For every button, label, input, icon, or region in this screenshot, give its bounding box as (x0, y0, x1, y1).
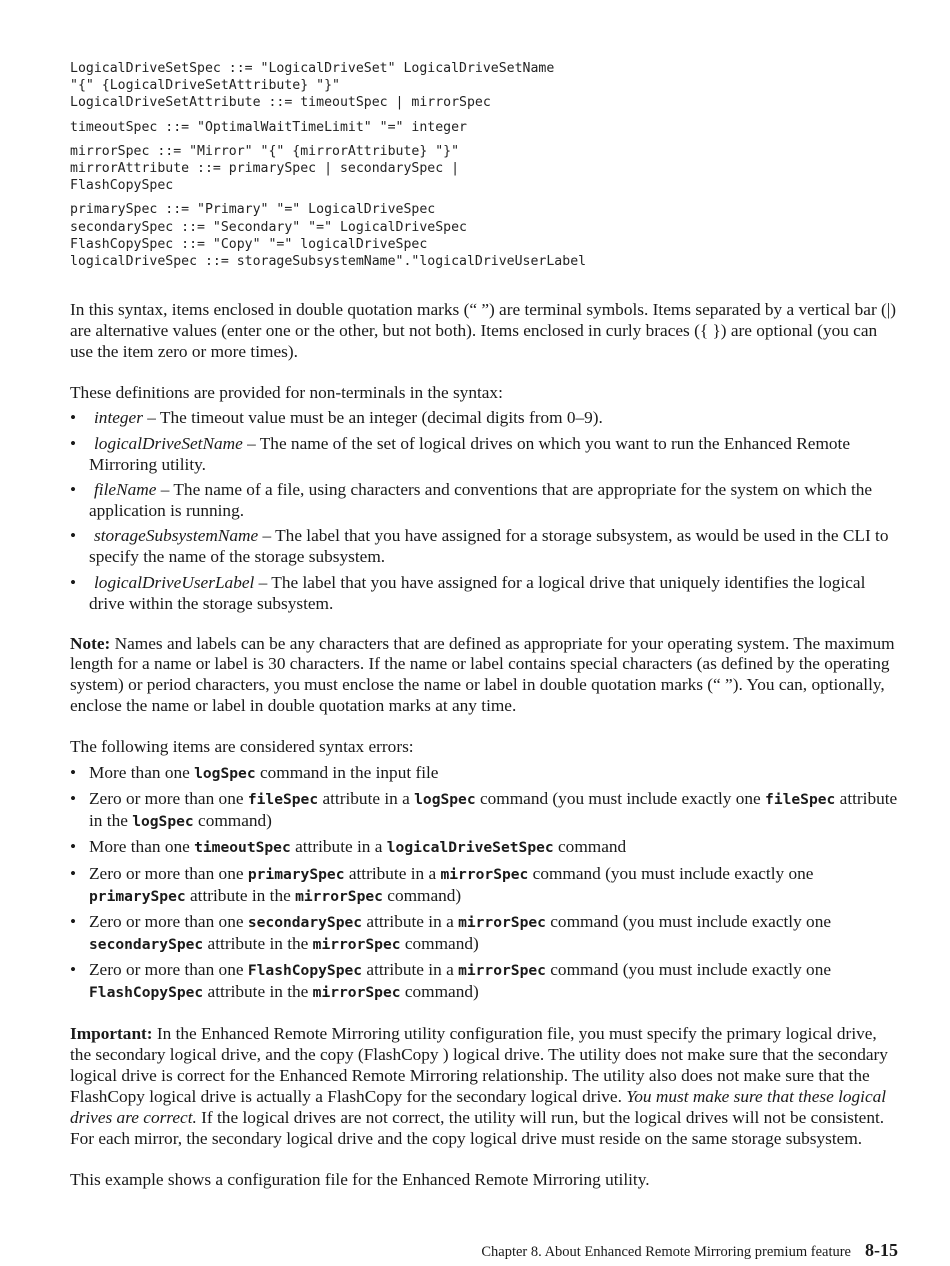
definition-term: storageSubsystemName (94, 526, 259, 546)
error-text: Zero or more than one (89, 911, 248, 931)
error-text: More than one (89, 837, 195, 857)
definition-desc: – The timeout value must be an integer (decimal digits from 0–9). (142, 408, 603, 428)
note-paragraph (70, 634, 898, 718)
code-keyword: mirrorSpec (458, 962, 546, 980)
error-text: command) (400, 933, 479, 953)
important-paragraph (70, 1024, 898, 1149)
code-keyword: mirrorSpec (458, 913, 546, 931)
code-line: "{" {LogicalDriveSetAttribute} "}" (70, 78, 340, 94)
syntax-error-item (70, 837, 898, 859)
note-label: Note: (70, 633, 111, 653)
syntax-explanation: In this syntax, items enclosed in double quotation marks (“ ”) are terminal symbols. Items separated by a vertical bar (|) are alternative values (enter one or the other, but not both). Items enclosed in curly braces ({ }) are optional (you can use the item zero or more times). (70, 300, 896, 362)
important-label: Important: (70, 1024, 153, 1044)
error-text: attribute in the (203, 982, 313, 1002)
code-line: FlashCopySpec ::= "Copy" "=" logicalDriveSpec (70, 236, 428, 252)
syntax-errors-list (70, 763, 898, 1005)
error-text: attribute in a (318, 788, 415, 808)
code-keyword: primarySpec (89, 887, 186, 905)
code-line: primarySpec ::= "Primary" "=" LogicalDriveSpec (70, 202, 436, 218)
syntax-errors-intro: The following items are considered syntax errors: (70, 737, 414, 757)
syntax-error-item (70, 763, 898, 785)
code-block-4 (70, 201, 898, 270)
syntax-error-item (70, 789, 898, 833)
code-keyword: mirrorSpec (295, 887, 383, 905)
error-text: attribute in a (290, 837, 387, 857)
error-text: command (you must include exactly one (475, 788, 766, 808)
error-text: command (553, 837, 627, 857)
definition-item (70, 480, 898, 522)
page-number: 8-15 (865, 1240, 898, 1260)
definition-item (70, 434, 898, 476)
error-text: command (you must include exactly one (545, 911, 832, 931)
error-text: command (you must include exactly one (528, 863, 814, 883)
code-block-3 (70, 143, 898, 195)
code-keyword: logSpec (194, 764, 256, 782)
definition-term: logicalDriveUserLabel (94, 572, 255, 592)
syntax-error-item (70, 960, 898, 1004)
code-keyword: logSpec (132, 812, 194, 830)
error-text: command) (382, 885, 462, 905)
code-keyword: secondarySpec (89, 935, 204, 953)
syntax-code-block (70, 60, 898, 270)
error-text: attribute in the (89, 788, 898, 830)
important-text-continued: If the logical drives are not correct, the utility will run, but the logical drives will not be consistent. For each mirror, the secondary logical drive and the copy logical drive must reside on the same storage subsystem. (70, 1107, 885, 1148)
code-line: timeoutSpec ::= "OptimalWaitTimeLimit" "=" integer (70, 119, 467, 135)
definition-desc: – The label that you have assigned for a storage subsystem, as would be used in the CLI to specify the name of the storage subsystem. (89, 526, 889, 567)
important-text: In the Enhanced Remote Mirroring utility configuration file, you must specify the primary logical drive, the secondary logical drive, and the copy (FlashCopy ) logical drive. The utility does not make sure that the secondary logical drive is correct for the Enhanced Remote Mirroring relationship. The utility also does not make sure that the FlashCopy logical drive is actually a FlashCopy for the secondary logical drive. (70, 1024, 888, 1106)
example-intro: This example shows a configuration file for the Enhanced Remote Mirroring utility. (70, 1169, 650, 1189)
error-text: attribute in a (344, 863, 441, 883)
code-keyword: mirrorSpec (440, 865, 529, 883)
definition-item (70, 408, 898, 429)
code-keyword: logSpec (414, 790, 476, 808)
error-text: command (you must include exactly one (545, 960, 832, 980)
code-keyword: secondarySpec (247, 913, 363, 931)
definition-term: logicalDriveSetName (94, 433, 243, 453)
important-emphasis: You must make sure that these logical drives are correct. (70, 1086, 887, 1127)
error-text: Zero or more than one (89, 960, 248, 980)
definition-desc: – The name of the set of logical drives on which you want to run the Enhanced Remote Mirroring utility. (89, 433, 851, 474)
document-page (70, 60, 898, 1190)
code-keyword: FlashCopySpec (89, 984, 204, 1002)
code-keyword: fileSpec (247, 790, 319, 808)
code-keyword: mirrorSpec (312, 984, 401, 1002)
code-keyword: logicalDriveSetSpec (386, 839, 554, 857)
code-keyword: timeoutSpec (194, 839, 291, 857)
page-footer (481, 1240, 898, 1261)
syntax-error-item (70, 912, 898, 956)
definitions-intro: These definitions are provided for non-terminals in the syntax: (70, 382, 503, 402)
error-text: attribute in the (185, 885, 296, 905)
code-keyword: mirrorSpec (312, 935, 401, 953)
code-line: LogicalDriveSetSpec ::= "LogicalDriveSet" LogicalDriveSetName (70, 61, 555, 76)
error-text: More than one (89, 762, 195, 782)
error-text: attribute in a (362, 960, 459, 980)
note-text: Names and labels can be any characters that are defined as appropriate for your operating system. The maximum length for a name or label is 30 characters. If the name or label contains special characters (as defined by the operating system) or period characters, you must enclose the name or label in double quotation marks (“ ”). You can, optionally, enclose the name or label in double quotation marks at any time. (70, 633, 895, 716)
code-block-1 (70, 60, 898, 112)
definition-desc: – The name of a file, using characters and conventions that are appropriate for the system on which the application is running. (89, 480, 873, 520)
code-line: logicalDriveSpec ::= storageSubsystemName"."logicalDriveUserLabel (70, 254, 587, 270)
code-line: FlashCopySpec (70, 178, 174, 194)
code-keyword: primarySpec (247, 865, 345, 883)
error-text: attribute in a (362, 911, 459, 931)
error-text: command) (400, 982, 479, 1002)
syntax-error-item (70, 864, 898, 908)
error-text: command) (193, 810, 272, 830)
code-keyword: FlashCopySpec (247, 962, 363, 980)
definition-desc: – The label that you have assigned for a logical drive that uniquely identifies the logical drive within the storage subsystem. (89, 572, 866, 613)
definition-term: integer (94, 408, 143, 428)
definition-term: fileName (94, 480, 157, 500)
code-line: mirrorAttribute ::= primarySpec | secondarySpec | (70, 161, 460, 177)
footer-chapter-title: Chapter 8. About Enhanced Remote Mirroring premium feature (481, 1244, 851, 1260)
definition-item (70, 573, 898, 615)
error-text: Zero or more than one (89, 863, 248, 883)
code-line: secondarySpec ::= "Secondary" "=" LogicalDriveSpec (70, 219, 467, 235)
definitions-list (70, 408, 898, 614)
code-line: LogicalDriveSetAttribute ::= timeoutSpec | mirrorSpec (70, 95, 491, 111)
code-line: mirrorSpec ::= "Mirror" "{" {mirrorAttribute} "}" (70, 143, 460, 159)
definition-item (70, 526, 898, 568)
error-text: attribute in the (203, 933, 313, 953)
error-text: Zero or more than one (89, 788, 248, 808)
code-block-2 (70, 119, 898, 136)
error-text: command in the input file (255, 762, 439, 782)
code-keyword: fileSpec (765, 790, 836, 808)
